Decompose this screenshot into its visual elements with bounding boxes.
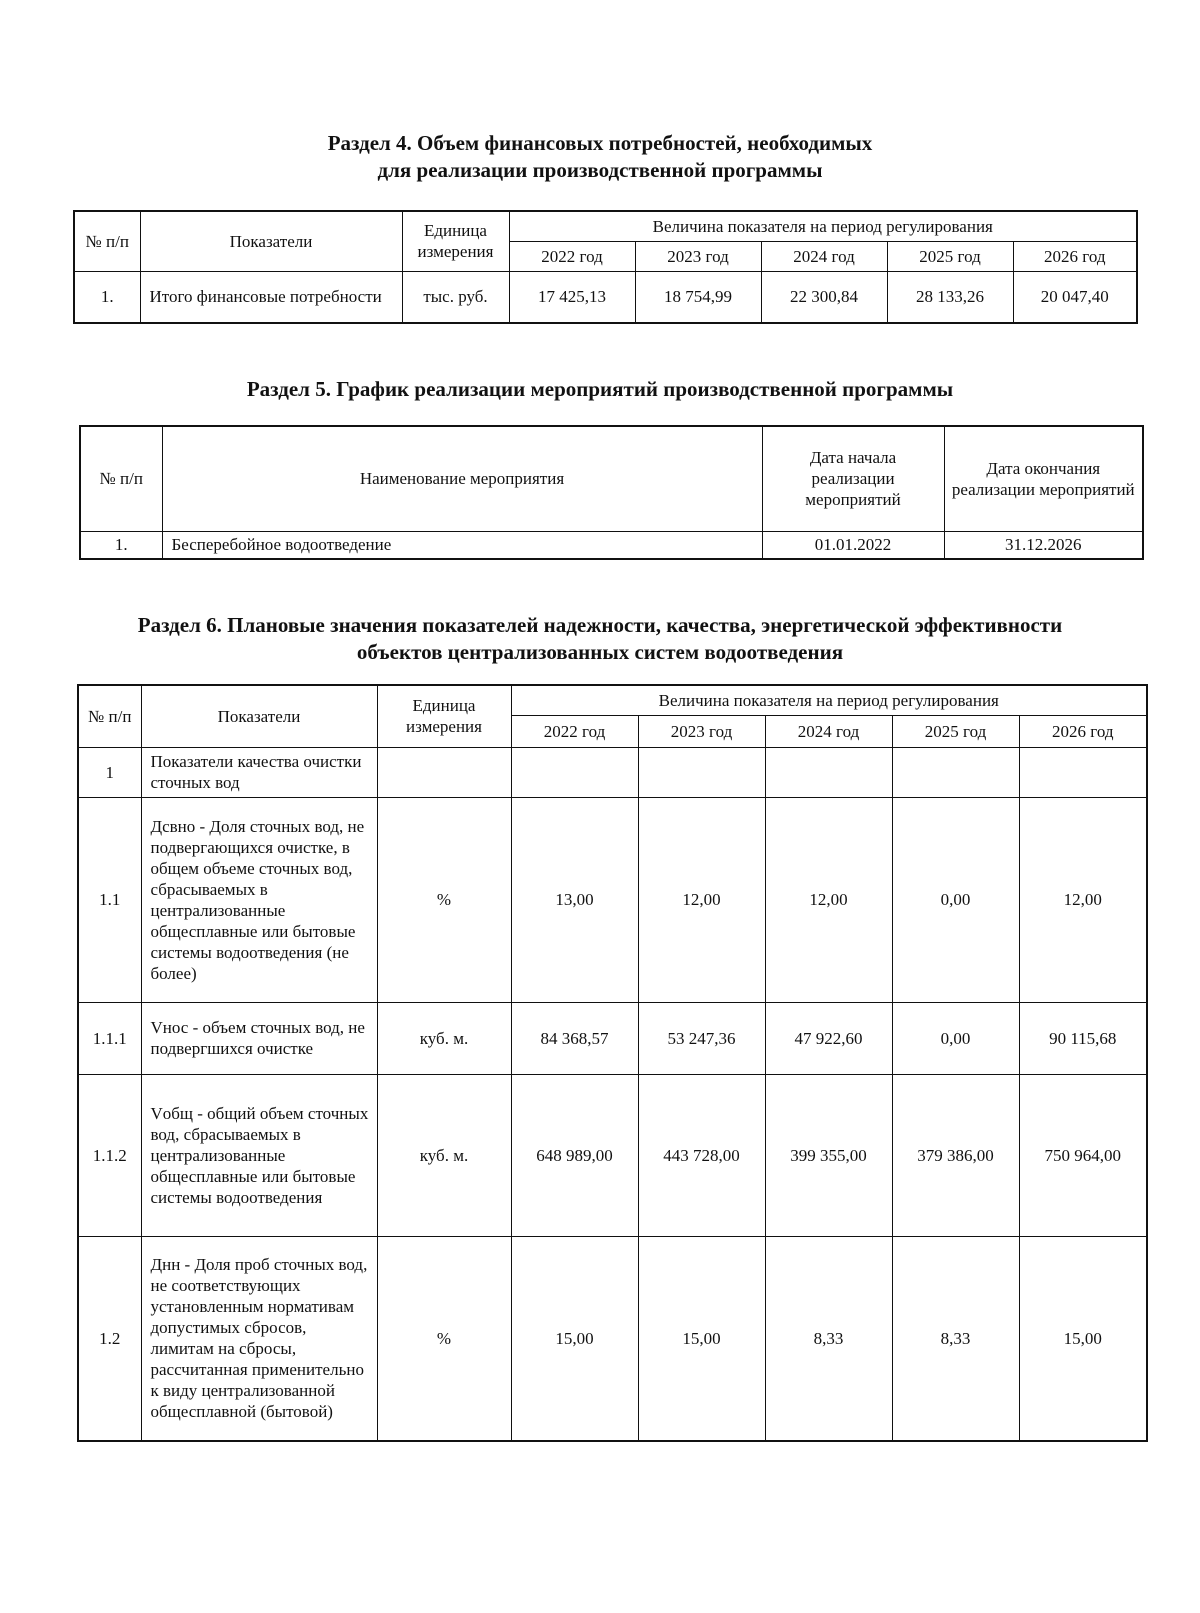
row-value: 53 247,36 <box>638 1002 765 1074</box>
row-num: 1.1.2 <box>78 1074 141 1236</box>
table-row <box>78 797 1147 1002</box>
row-start-date: 01.01.2022 <box>762 531 944 559</box>
row-num: 1 <box>78 747 141 797</box>
row-value: 0,00 <box>892 1002 1019 1074</box>
row-value: 750 964,00 <box>1019 1074 1147 1236</box>
header-unit: Единица измерения <box>402 211 509 271</box>
header-num: № п/п <box>78 685 141 747</box>
header-year: 2022 год <box>511 715 638 747</box>
row-value <box>511 747 638 797</box>
section6-title-line2: объектов централизованных систем водоотведения <box>356 640 844 664</box>
header-year: 2022 год <box>509 241 635 271</box>
section4-title-line2: для реализации производственной программы <box>377 158 823 182</box>
table-row <box>74 271 1137 323</box>
row-value: 13,00 <box>511 797 638 1002</box>
row-value <box>1019 747 1147 797</box>
row-name: Бесперебойное водоотведение <box>162 531 762 559</box>
row-num: 1.1.1 <box>78 1002 141 1074</box>
row-num: 1.2 <box>78 1236 141 1441</box>
row-value: 15,00 <box>638 1236 765 1441</box>
row-value: 15,00 <box>511 1236 638 1441</box>
header-period: Величина показателя на период регулирования <box>511 685 1147 715</box>
row-value: 379 386,00 <box>892 1074 1019 1236</box>
header-num: № п/п <box>80 426 162 531</box>
row-value: 28 133,26 <box>887 271 1013 323</box>
row-value: 648 989,00 <box>511 1074 638 1236</box>
table-row <box>80 531 1143 559</box>
section6-title-line1: Раздел 6. Плановые значения показателей надежности, качества, энергетической эффективности <box>137 613 1063 637</box>
indicators-table <box>77 684 1148 1442</box>
row-name: Итого финансовые потребности <box>140 271 402 323</box>
row-value <box>892 747 1019 797</box>
header-year: 2024 год <box>761 241 887 271</box>
header-num: № п/п <box>74 211 140 271</box>
header-event-name: Наименование мероприятия <box>162 426 762 531</box>
header-unit: Единица измерения <box>377 685 511 747</box>
row-unit: куб. м. <box>377 1074 511 1236</box>
section5-title-line: Раздел 5. График реализации мероприятий производственной программы <box>246 377 954 401</box>
row-name: Дсвно - Доля сточных вод, не подвергающихся очистке, в общем объеме сточных вод, сбрасываемых в централизованные общесплавные или бытовые системы водоотведения (не более) <box>141 797 377 1002</box>
section4-title <box>0 130 1200 184</box>
row-value: 8,33 <box>765 1236 892 1441</box>
row-num: 1.1 <box>78 797 141 1002</box>
row-name: Vнос - объем сточных вод, не подвергшихся очистке <box>141 1002 377 1074</box>
header-indicators: Показатели <box>140 211 402 271</box>
row-end-date: 31.12.2026 <box>944 531 1143 559</box>
schedule-table <box>79 425 1144 560</box>
row-unit <box>377 747 511 797</box>
header-year: 2023 год <box>635 241 761 271</box>
row-unit: куб. м. <box>377 1002 511 1074</box>
row-value: 12,00 <box>1019 797 1147 1002</box>
row-name: Днн - Доля проб сточных вод, не соответствующих установленным нормативам допустимых сбросов, лимитам на сбросы, рассчитанная применительно к виду централизованной общесплавной (бытовой) <box>141 1236 377 1441</box>
row-value: 84 368,57 <box>511 1002 638 1074</box>
header-start-date: Дата начала реализации мероприятий <box>762 426 944 531</box>
row-name: Vобщ - общий объем сточных вод, сбрасываемых в централизованные общесплавные или бытовые системы водоотведения <box>141 1074 377 1236</box>
table-row <box>78 1074 1147 1236</box>
row-num: 1. <box>74 271 140 323</box>
row-value: 12,00 <box>765 797 892 1002</box>
row-value: 22 300,84 <box>761 271 887 323</box>
row-value: 399 355,00 <box>765 1074 892 1236</box>
row-value: 20 047,40 <box>1013 271 1137 323</box>
row-unit: % <box>377 1236 511 1441</box>
row-value: 8,33 <box>892 1236 1019 1441</box>
row-value <box>765 747 892 797</box>
header-end-date: Дата окончания реализации мероприятий <box>944 426 1143 531</box>
header-year: 2026 год <box>1019 715 1147 747</box>
header-year: 2023 год <box>638 715 765 747</box>
financial-needs-table <box>73 210 1138 324</box>
row-value: 0,00 <box>892 797 1019 1002</box>
row-value: 47 922,60 <box>765 1002 892 1074</box>
row-value: 15,00 <box>1019 1236 1147 1441</box>
row-value: 17 425,13 <box>509 271 635 323</box>
header-year: 2024 год <box>765 715 892 747</box>
row-num: 1. <box>80 531 162 559</box>
row-name: Показатели качества очистки сточных вод <box>141 747 377 797</box>
row-value: 18 754,99 <box>635 271 761 323</box>
section4-title-line1: Раздел 4. Объем финансовых потребностей, необходимых <box>327 131 873 155</box>
section5-title <box>0 376 1200 403</box>
table-row <box>78 1236 1147 1441</box>
header-indicators: Показатели <box>141 685 377 747</box>
header-period: Величина показателя на период регулирования <box>509 211 1137 241</box>
header-year: 2025 год <box>892 715 1019 747</box>
row-value: 12,00 <box>638 797 765 1002</box>
row-value <box>638 747 765 797</box>
row-unit: тыс. руб. <box>402 271 509 323</box>
header-year: 2025 год <box>887 241 1013 271</box>
table-row <box>78 747 1147 797</box>
section6-title <box>0 612 1200 666</box>
row-value: 90 115,68 <box>1019 1002 1147 1074</box>
row-unit: % <box>377 797 511 1002</box>
row-value: 443 728,00 <box>638 1074 765 1236</box>
header-year: 2026 год <box>1013 241 1137 271</box>
table-row <box>78 1002 1147 1074</box>
